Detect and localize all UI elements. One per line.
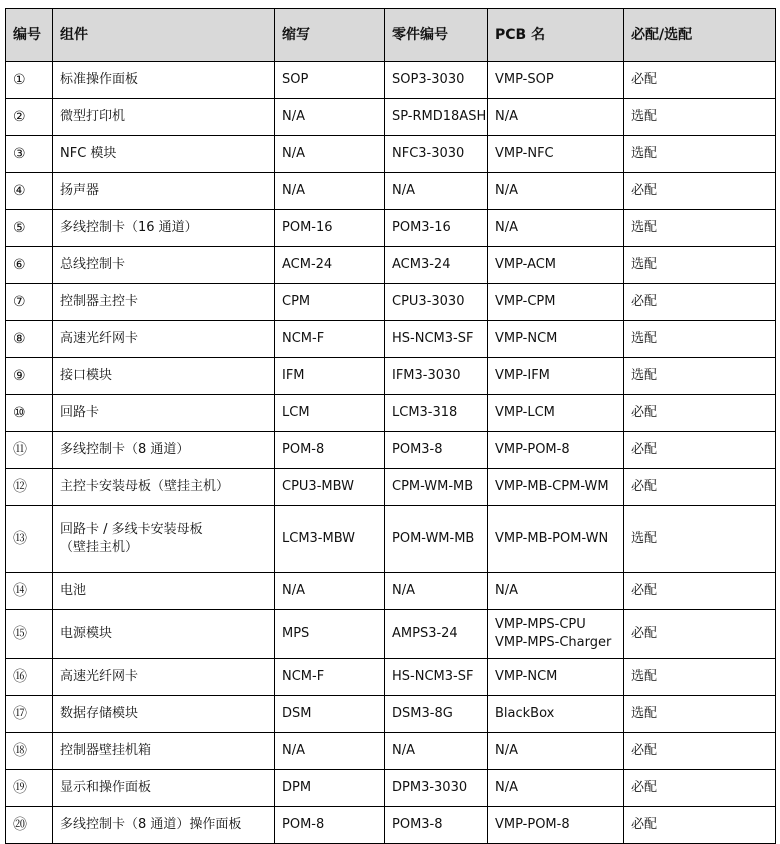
cell-abbreviation: MPS xyxy=(275,610,385,659)
cell-pcb-name xyxy=(488,395,624,432)
pcb-name-line: VMP-NCM xyxy=(495,331,558,346)
cell-number: ③ xyxy=(6,136,53,173)
header-part-number: 零件编号 xyxy=(385,9,488,62)
table-row xyxy=(6,358,776,395)
cell-part-number: POM-WM-MB xyxy=(385,506,488,573)
cell-component xyxy=(53,136,275,173)
cell-number: ⑪ xyxy=(6,432,53,469)
cell-abbreviation: POM-16 xyxy=(275,210,385,247)
cell-part-number: HS-NCM3-SF xyxy=(385,321,488,358)
table-row xyxy=(6,247,776,284)
component-name-line: 控制器主控卡 xyxy=(60,294,139,309)
pcb-name-line: VMP-NFC xyxy=(495,146,554,161)
cell-pcb-name xyxy=(488,770,624,807)
cell-component xyxy=(53,284,275,321)
pcb-name-line: N/A xyxy=(495,743,518,758)
cell-abbreviation: NCM-F xyxy=(275,659,385,696)
pcb-name-line: N/A xyxy=(495,183,518,198)
cell-abbreviation: N/A xyxy=(275,136,385,173)
cell-component xyxy=(53,62,275,99)
table-row xyxy=(6,321,776,358)
cell-abbreviation: CPU3-MBW xyxy=(275,469,385,506)
cell-component xyxy=(53,807,275,844)
cell-number: ⑭ xyxy=(6,573,53,610)
table-row xyxy=(6,62,776,99)
pcb-name-line: N/A xyxy=(495,109,518,124)
component-name-line: 高速光纤网卡 xyxy=(60,331,139,346)
cell-requirement: 选配 xyxy=(624,358,776,395)
cell-abbreviation: CPM xyxy=(275,284,385,321)
cell-requirement: 选配 xyxy=(624,99,776,136)
cell-pcb-name xyxy=(488,807,624,844)
cell-component xyxy=(53,659,275,696)
cell-abbreviation: N/A xyxy=(275,733,385,770)
cell-pcb-name xyxy=(488,659,624,696)
table-row xyxy=(6,659,776,696)
cell-component xyxy=(53,432,275,469)
pcb-name-line: VMP-MB-POM-WN xyxy=(495,531,609,546)
cell-component xyxy=(53,733,275,770)
cell-requirement: 选配 xyxy=(624,321,776,358)
cell-pcb-name xyxy=(488,321,624,358)
pcb-name-line: VMP-SOP xyxy=(495,72,554,87)
component-name-line: NFC 模块 xyxy=(60,146,117,161)
cell-number: ⑮ xyxy=(6,610,53,659)
cell-number: ⑯ xyxy=(6,659,53,696)
cell-part-number: POM3-8 xyxy=(385,807,488,844)
cell-part-number: AMPS3-24 xyxy=(385,610,488,659)
pcb-name-line: VMP-POM-8 xyxy=(495,817,570,832)
cell-abbreviation: ACM-24 xyxy=(275,247,385,284)
cell-part-number: POM3-16 xyxy=(385,210,488,247)
cell-abbreviation: N/A xyxy=(275,573,385,610)
cell-part-number: DSM3-8G xyxy=(385,696,488,733)
cell-part-number: N/A xyxy=(385,573,488,610)
header-pcb-name: PCB 名 xyxy=(488,9,624,62)
component-name-line: 高速光纤网卡 xyxy=(60,669,139,684)
cell-component xyxy=(53,506,275,573)
component-name-line: 显示和操作面板 xyxy=(60,780,152,795)
cell-pcb-name xyxy=(488,358,624,395)
cell-number: ① xyxy=(6,62,53,99)
component-name-line: 多线控制卡（8 通道） xyxy=(60,442,190,457)
cell-requirement: 必配 xyxy=(624,573,776,610)
cell-abbreviation: NCM-F xyxy=(275,321,385,358)
cell-part-number: IFM3-3030 xyxy=(385,358,488,395)
cell-number: ⑤ xyxy=(6,210,53,247)
table-row xyxy=(6,770,776,807)
cell-component xyxy=(53,610,275,659)
cell-component xyxy=(53,696,275,733)
cell-abbreviation: POM-8 xyxy=(275,432,385,469)
cell-requirement: 选配 xyxy=(624,247,776,284)
pcb-name-line: VMP-NCM xyxy=(495,669,558,684)
table-row xyxy=(6,733,776,770)
cell-requirement: 必配 xyxy=(624,733,776,770)
cell-component xyxy=(53,395,275,432)
component-name-line: 扬声器 xyxy=(60,183,100,198)
component-name-line: 标准操作面板 xyxy=(60,72,139,87)
component-name-line: 微型打印机 xyxy=(60,109,126,124)
cell-requirement: 必配 xyxy=(624,395,776,432)
cell-requirement: 必配 xyxy=(624,469,776,506)
cell-pcb-name xyxy=(488,573,624,610)
cell-pcb-name xyxy=(488,136,624,173)
cell-part-number: LCM3-318 xyxy=(385,395,488,432)
pcb-name-line: VMP-IFM xyxy=(495,368,550,383)
cell-pcb-name xyxy=(488,432,624,469)
cell-abbreviation: LCM xyxy=(275,395,385,432)
cell-number: ⑲ xyxy=(6,770,53,807)
cell-part-number: DPM3-3030 xyxy=(385,770,488,807)
cell-number: ② xyxy=(6,99,53,136)
cell-part-number: CPM-WM-MB xyxy=(385,469,488,506)
component-name-line: 电源模块 xyxy=(60,626,113,641)
cell-number: ④ xyxy=(6,173,53,210)
table-row xyxy=(6,506,776,573)
cell-pcb-name xyxy=(488,173,624,210)
header-number: 编号 xyxy=(6,9,53,62)
cell-part-number: ACM3-24 xyxy=(385,247,488,284)
cell-component xyxy=(53,469,275,506)
component-name-line: 回路卡 / 多线卡安装母板 xyxy=(60,522,203,537)
pcb-name-line: VMP-MPS-Charger xyxy=(495,635,612,650)
component-name-line: 总线控制卡 xyxy=(60,257,126,272)
pcb-name-line: N/A xyxy=(495,780,518,795)
component-table xyxy=(5,8,776,844)
cell-pcb-name xyxy=(488,610,624,659)
cell-abbreviation: IFM xyxy=(275,358,385,395)
cell-part-number: HS-NCM3-SF xyxy=(385,659,488,696)
table-row xyxy=(6,136,776,173)
cell-component xyxy=(53,358,275,395)
cell-part-number: N/A xyxy=(385,173,488,210)
cell-component xyxy=(53,247,275,284)
cell-abbreviation: LCM3-MBW xyxy=(275,506,385,573)
component-name-line: 控制器壁挂机箱 xyxy=(60,743,152,758)
table-row xyxy=(6,573,776,610)
cell-component xyxy=(53,210,275,247)
cell-abbreviation: SOP xyxy=(275,62,385,99)
cell-number: ⑬ xyxy=(6,506,53,573)
table-body xyxy=(6,62,776,844)
component-name-line: 多线控制卡（8 通道）操作面板 xyxy=(60,817,242,832)
cell-pcb-name xyxy=(488,469,624,506)
cell-requirement: 必配 xyxy=(624,284,776,321)
cell-requirement: 必配 xyxy=(624,610,776,659)
cell-pcb-name xyxy=(488,99,624,136)
table-row xyxy=(6,610,776,659)
cell-component xyxy=(53,321,275,358)
header-requirement: 必配/选配 xyxy=(624,9,776,62)
cell-part-number: NFC3-3030 xyxy=(385,136,488,173)
pcb-name-line: VMP-ACM xyxy=(495,257,557,272)
cell-abbreviation: N/A xyxy=(275,99,385,136)
cell-part-number: SOP3-3030 xyxy=(385,62,488,99)
cell-abbreviation: DSM xyxy=(275,696,385,733)
table-row xyxy=(6,210,776,247)
component-name-line: 主控卡安装母板（壁挂主机） xyxy=(60,479,230,494)
pcb-name-line: N/A xyxy=(495,220,518,235)
component-name-line: 电池 xyxy=(60,583,87,598)
cell-pcb-name xyxy=(488,696,624,733)
table-row xyxy=(6,284,776,321)
table-row xyxy=(6,173,776,210)
component-name-line: 回路卡 xyxy=(60,405,100,420)
table-row xyxy=(6,696,776,733)
cell-component xyxy=(53,99,275,136)
cell-number: ⑰ xyxy=(6,696,53,733)
table-row xyxy=(6,807,776,844)
pcb-name-line: VMP-LCM xyxy=(495,405,555,420)
pcb-name-line: VMP-MPS-CPU xyxy=(495,617,586,632)
cell-component xyxy=(53,770,275,807)
pcb-name-line: VMP-CPM xyxy=(495,294,556,309)
cell-requirement: 必配 xyxy=(624,770,776,807)
cell-abbreviation: POM-8 xyxy=(275,807,385,844)
cell-requirement: 必配 xyxy=(624,807,776,844)
component-name-line: 多线控制卡（16 通道） xyxy=(60,220,198,235)
pcb-name-line: BlackBox xyxy=(495,706,555,721)
pcb-name-line: VMP-POM-8 xyxy=(495,442,570,457)
cell-pcb-name xyxy=(488,506,624,573)
cell-pcb-name xyxy=(488,284,624,321)
cell-abbreviation: N/A xyxy=(275,173,385,210)
cell-requirement: 必配 xyxy=(624,62,776,99)
table-row xyxy=(6,469,776,506)
cell-pcb-name xyxy=(488,210,624,247)
cell-number: ⑧ xyxy=(6,321,53,358)
table-row xyxy=(6,395,776,432)
cell-requirement: 必配 xyxy=(624,432,776,469)
cell-component xyxy=(53,573,275,610)
table-row xyxy=(6,432,776,469)
cell-pcb-name xyxy=(488,733,624,770)
cell-requirement: 选配 xyxy=(624,506,776,573)
cell-requirement: 选配 xyxy=(624,210,776,247)
cell-number: ⑱ xyxy=(6,733,53,770)
pcb-name-line: VMP-MB-CPM-WM xyxy=(495,479,609,494)
cell-requirement: 必配 xyxy=(624,173,776,210)
cell-number: ⑨ xyxy=(6,358,53,395)
cell-abbreviation: DPM xyxy=(275,770,385,807)
cell-number: ⑫ xyxy=(6,469,53,506)
cell-number: ⑦ xyxy=(6,284,53,321)
cell-requirement: 选配 xyxy=(624,696,776,733)
header-abbreviation: 缩写 xyxy=(275,9,385,62)
cell-number: ⑳ xyxy=(6,807,53,844)
cell-part-number: SP-RMD18ASH xyxy=(385,99,488,136)
cell-number: ⑥ xyxy=(6,247,53,284)
cell-pcb-name xyxy=(488,247,624,284)
table-header-row xyxy=(6,9,776,62)
cell-requirement: 选配 xyxy=(624,659,776,696)
header-component: 组件 xyxy=(53,9,275,62)
table-row xyxy=(6,99,776,136)
pcb-name-line: N/A xyxy=(495,583,518,598)
cell-pcb-name xyxy=(488,62,624,99)
component-name-line: 数据存储模块 xyxy=(60,706,139,721)
cell-part-number: CPU3-3030 xyxy=(385,284,488,321)
cell-part-number: POM3-8 xyxy=(385,432,488,469)
component-name-line: 接口模块 xyxy=(60,368,113,383)
cell-component xyxy=(53,173,275,210)
cell-number: ⑩ xyxy=(6,395,53,432)
cell-requirement: 选配 xyxy=(624,136,776,173)
component-name-line: （壁挂主机） xyxy=(60,540,139,555)
cell-part-number: N/A xyxy=(385,733,488,770)
